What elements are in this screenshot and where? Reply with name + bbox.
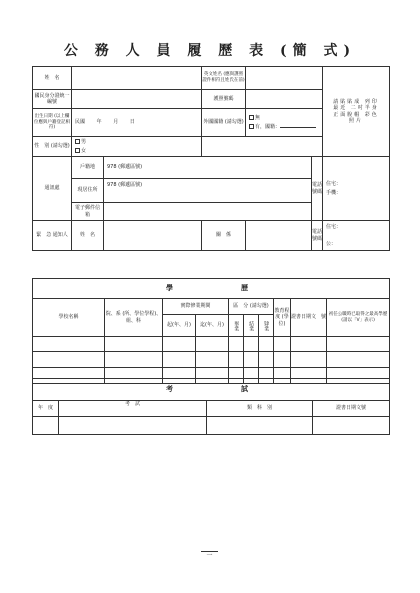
col-dropped: 肄業 (259, 315, 274, 337)
education-row (33, 337, 390, 352)
household-zip: 978 (郵遞區號) (107, 164, 143, 171)
emergency-name-label: 姓 名 (72, 221, 104, 251)
birth-month: 月 (113, 119, 119, 126)
education-table (32, 278, 390, 384)
exam-header: 考 試 (33, 379, 390, 401)
col-certificate-date: 證書日期文 號 (291, 299, 327, 337)
col-education-level: 教育程度 (學位) (274, 299, 291, 337)
col-exam-category: 類 科 別 (207, 401, 313, 417)
english-name-label: 英文姓名 (應與護照證件相符且姓氏在前) (202, 67, 246, 90)
name-label: 姓 名 (33, 67, 72, 90)
col-completed: 結業 (244, 315, 259, 337)
education-row (33, 352, 390, 368)
col-highest-education: 初任公職時已取得之最高學歷 (請以「V」表示) (327, 299, 390, 337)
photo-area[interactable] (323, 67, 390, 157)
foreign-yes-option[interactable]: 有，國籍： (249, 124, 322, 130)
exam-row (33, 417, 390, 435)
passport-field[interactable] (246, 90, 323, 109)
col-school-name: 學校名稱 (33, 299, 105, 337)
foreign-nationality-field (246, 109, 323, 137)
col-study-period: 實際修業期間 (163, 299, 229, 315)
gender-label: 性 別 (請勾選) (33, 137, 72, 157)
birth-day: 日 (129, 119, 135, 126)
name-field[interactable] (72, 67, 202, 90)
gender-female-checkbox[interactable] (75, 148, 80, 153)
photo-note: 請貼貼成 列印最近 二吋半身 正面脫帽 彩色照片 (333, 99, 379, 124)
phone-mobile-label: 手機： (326, 190, 342, 196)
col-exam-name: 考 試 (59, 401, 207, 417)
phone-label: 電話號碼 (312, 157, 323, 221)
col-status: 區 分 (請勾選) (229, 299, 274, 315)
emergency-name-field[interactable] (104, 221, 202, 251)
foreign-nationality-label: 外國國籍 (請勾選) (202, 109, 246, 137)
education-header: 學 歷 (33, 279, 390, 299)
gender-field (72, 137, 202, 157)
gender-male-checkbox[interactable] (75, 139, 80, 144)
emergency-contact-label: 緊 急 通知人 (33, 221, 72, 251)
english-name-field[interactable] (246, 67, 323, 90)
household-address-field[interactable] (104, 157, 312, 179)
birth-year: 年 (96, 119, 102, 126)
emergency-relation-field[interactable] (246, 221, 312, 251)
col-exam-year: 年 度 (33, 401, 59, 417)
phone-field[interactable] (323, 157, 390, 221)
foreign-no-option[interactable]: 無 (249, 115, 322, 121)
page-number: 一 (201, 551, 218, 559)
current-address-label: 現居住所 (72, 179, 104, 203)
foreign-no-checkbox[interactable] (249, 115, 254, 120)
exam-table (32, 378, 390, 435)
contact-label: 通訊處 (33, 157, 72, 221)
col-exam-certificate: 證書日期文號 (313, 401, 390, 417)
email-field[interactable] (104, 203, 312, 221)
emergency-office-label: 公： (326, 240, 337, 247)
current-address-field[interactable] (104, 179, 312, 203)
birth-era: 民國 (75, 119, 86, 126)
gender-female-option[interactable]: 女 (75, 148, 201, 154)
id-number-label: 國民身分證統一編號 (33, 90, 72, 109)
emergency-phone-field[interactable] (323, 221, 390, 251)
birth-date-label: 出生日期 (以上欄位應與戶籍登記相符) (33, 109, 72, 137)
id-number-field[interactable] (72, 90, 202, 109)
col-department: 院、系 (所、學位學程)、組、科 (105, 299, 163, 337)
birth-date-field[interactable] (72, 109, 202, 137)
phone-home-label: 住宅： (326, 180, 342, 187)
form-title: 公 務 人 員 履 歷 表 (簡 式) (63, 43, 357, 59)
personal-info-table (32, 66, 390, 251)
col-period-to: 迄(年、月) (196, 315, 229, 337)
email-label: 電子郵件信 箱 (72, 203, 104, 221)
household-label: 戶籍地 (72, 157, 104, 179)
gender-male-option[interactable]: 男 (75, 139, 201, 145)
col-period-from: 起(年、月) (163, 315, 196, 337)
col-graduated: 畢業 (229, 315, 244, 337)
gender-blank (202, 137, 323, 157)
emergency-relation-label: 關 係 (202, 221, 246, 251)
passport-label: 護照號碼 (202, 90, 246, 109)
emergency-phone-label: 電話號碼 (312, 221, 323, 251)
foreign-yes-checkbox[interactable] (249, 124, 254, 129)
emergency-home-label: 住宅： (326, 224, 342, 231)
current-zip: 978 (郵遞區號) (107, 182, 143, 188)
